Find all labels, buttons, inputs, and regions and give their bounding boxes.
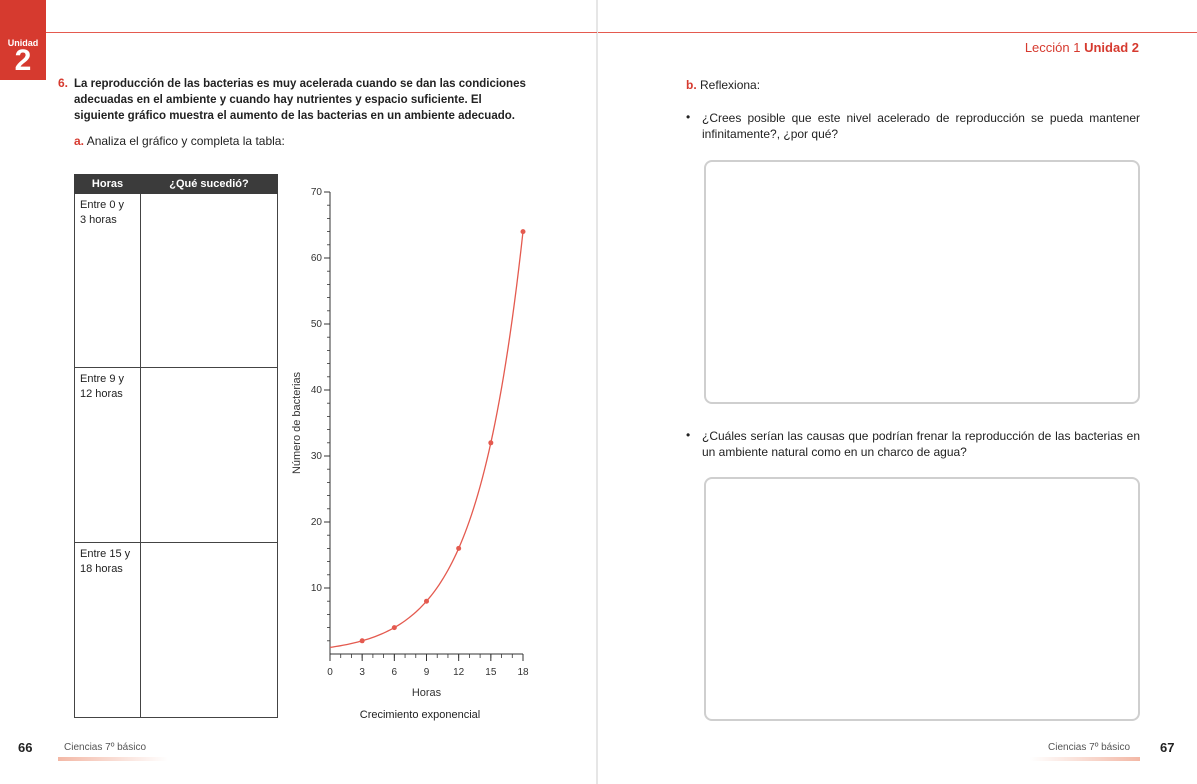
data-point — [456, 546, 461, 551]
book-title-right: Ciencias 7º básico — [1048, 742, 1131, 753]
y-tick-label: 50 — [310, 319, 322, 330]
table-header-hours: Horas — [75, 175, 141, 194]
question-number: 6. — [58, 76, 69, 90]
x-tick-label: 12 — [453, 667, 465, 678]
header-rule-left — [46, 32, 597, 33]
growth-chart — [282, 176, 542, 706]
x-tick-label: 6 — [391, 667, 398, 678]
hours-line-2: 12 horas — [80, 388, 123, 400]
table-row — [75, 543, 278, 718]
table-cell-hours — [75, 368, 141, 543]
y-tick-label: 70 — [310, 187, 322, 198]
table-row — [75, 194, 278, 368]
table-cell-hours — [75, 194, 141, 368]
y-tick-label: 10 — [310, 583, 322, 594]
y-tick-label: 60 — [310, 253, 322, 264]
unit-tab — [0, 0, 46, 80]
part-a-text: Analiza el gráfico y completa la tabla: — [86, 134, 285, 148]
table-cell-answer[interactable] — [141, 543, 278, 718]
table-header-what-happened: ¿Qué sucedió? — [141, 175, 278, 194]
chart-title: Crecimiento exponencial — [359, 709, 481, 721]
x-tick-label: 18 — [517, 667, 529, 678]
table-row — [75, 368, 278, 543]
header-rule-right — [598, 32, 1197, 33]
x-tick-label: 0 — [327, 667, 333, 678]
hours-line-1: Entre 0 y — [80, 199, 125, 211]
part-b — [686, 78, 760, 92]
question-text: La reproducción de las bacterias es muy acelerada cuando se dan las condiciones adecuadas en el ambiente y cuando hay nutrientes y espacio suficiente. El siguiente gráfico muestra el aumento de las bacterias en un ambiente adecuado. — [74, 78, 526, 122]
data-point — [488, 440, 493, 445]
y-tick-label: 30 — [310, 451, 322, 462]
table-cell-hours — [75, 543, 141, 718]
y-axis-label: Número de bacterias — [291, 371, 303, 475]
reflection-question-2: ¿Cuáles serían las causas que podrían frenar la reproducción de las bacterias en un ambiente natural como en un charco de agua? — [702, 429, 1140, 459]
page-number-right: 67 — [1160, 740, 1175, 755]
x-axis-label: Horas — [411, 687, 442, 699]
lesson-header — [1025, 40, 1139, 55]
lesson-label: Lección 1 — [1024, 40, 1081, 55]
y-tick-label: 20 — [310, 517, 322, 528]
data-point — [392, 625, 397, 630]
answer-box-2[interactable] — [704, 477, 1140, 721]
hours-line-1: Entre 9 y — [80, 373, 125, 385]
y-tick-label: 40 — [310, 385, 322, 396]
part-a — [74, 134, 285, 148]
book-title-left: Ciencias 7º básico — [64, 742, 147, 753]
series-line — [330, 232, 523, 648]
bullet-2: • — [686, 428, 691, 442]
data-point — [424, 599, 429, 604]
unit-label: Unidad 2 — [1084, 40, 1139, 55]
unit-tab-label: Unidad — [7, 38, 39, 48]
page-number-left: 66 — [18, 740, 33, 755]
hours-line-1: Entre 15 y — [80, 548, 131, 560]
table-cell-answer[interactable] — [141, 368, 278, 543]
data-point — [521, 229, 526, 234]
data-point — [360, 638, 365, 643]
x-tick-label: 9 — [423, 667, 430, 678]
bullet-1: • — [686, 110, 691, 124]
part-b-text: Reflexiona: — [700, 78, 761, 92]
reflection-question-1: ¿Crees posible que este nivel acelerado de reproducción se pueda mantener infinitamente?, ¿por qué? — [702, 111, 1140, 141]
footer-rule-left — [58, 757, 168, 761]
x-tick-label: 3 — [359, 667, 365, 678]
part-a-letter: a. — [74, 134, 85, 148]
footer-rule-right — [1030, 757, 1140, 761]
observation-table — [74, 174, 278, 718]
book-spine — [596, 0, 598, 784]
answer-box-1[interactable] — [704, 160, 1140, 404]
table-cell-answer[interactable] — [141, 194, 278, 368]
x-tick-label: 15 — [485, 667, 497, 678]
hours-line-2: 3 horas — [80, 214, 117, 226]
hours-line-2: 18 horas — [80, 563, 123, 575]
part-b-letter: b. — [686, 78, 697, 92]
unit-tab-number: 2 — [14, 44, 32, 77]
